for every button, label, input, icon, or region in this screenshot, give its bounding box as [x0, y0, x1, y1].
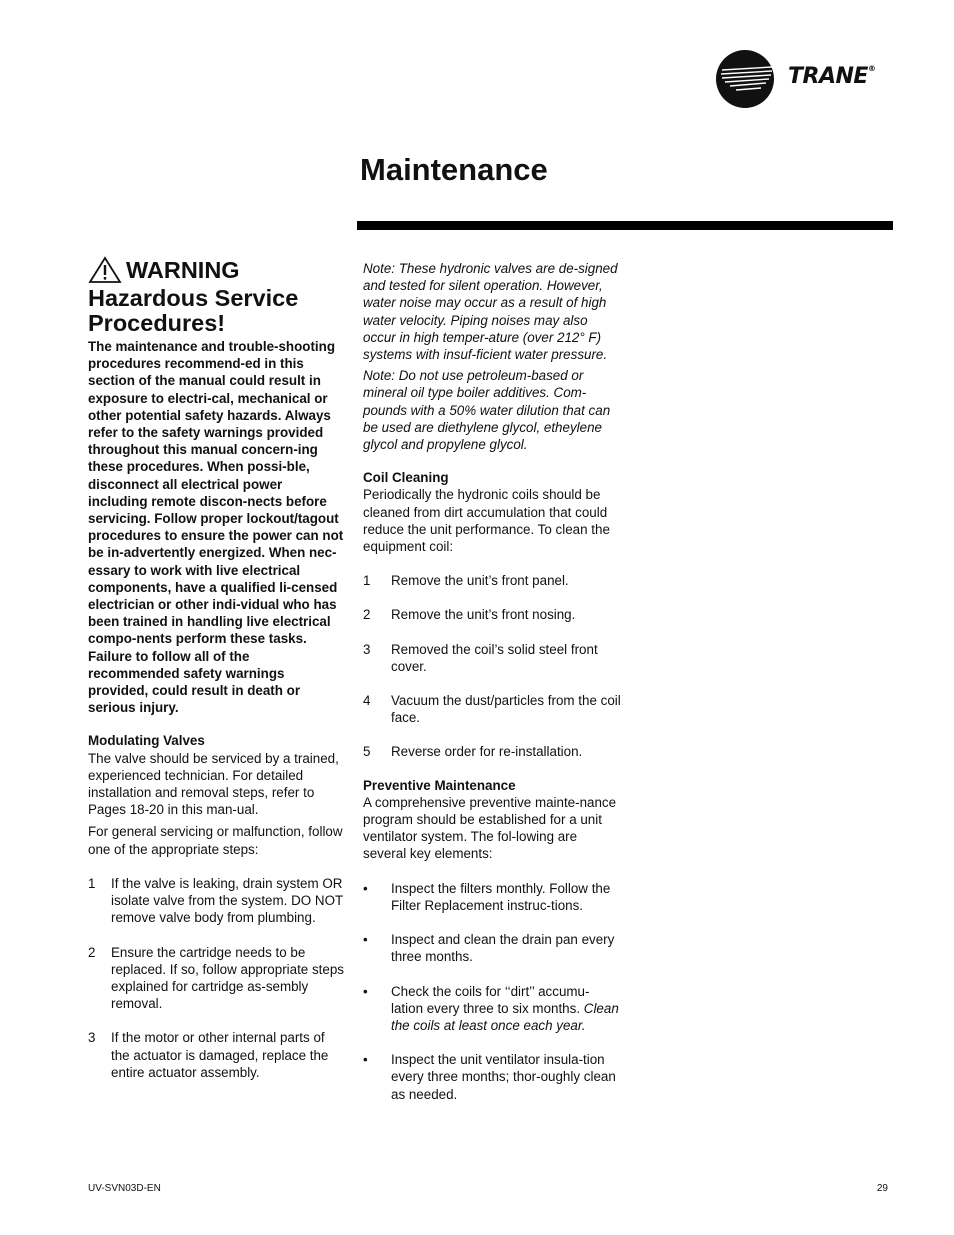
document-id: UV-SVN03D-EN — [88, 1183, 161, 1194]
note: Note: These hydronic valves are de-signed and tested for silent operation. However, water noise may occur as a result of high water velocity. Piping noises may also occur in high temper-ature (over 212° F) systems with insuf-ficient water pressure. — [363, 261, 618, 363]
warning-heading — [88, 256, 344, 284]
bullet-text: Inspect the filters monthly. Follow the Filter Replacement instruc-tions. — [391, 880, 611, 913]
preventive-maintenance-intro: A comprehensive preventive mainte-nance program should be established for a unit ventilator system. The fol-lowing are several key elements: — [363, 794, 617, 862]
bullet-emphasis: Clean the coils at least once each year. — [391, 1000, 619, 1033]
modulating-valves-paragraph: For general servicing or malfunction, follow one of the appropriate steps: — [88, 824, 343, 857]
trane-wordmark: TRANE® — [788, 64, 876, 89]
warning-body: The maintenance and trouble-shooting procedures recommend-ed in this section of the manual could result in exposure to electri-cal, mechanical or other potential safety hazards. Always refer to the safety warnings provided throughout this manual concern-ing these procedures. When possi-ble, disconnect all electrical power including remote discon-nects before servicing. Follow proper lockout/tagout procedures to ensure the power can not be in-advertently energized. When nec-essary to work with live electrical components, have a qualified li-censed electrician or other indi-vidual who has been trained in handling live electrical compo-nents perform these tasks. Failure to follow all of the recommended safety warnings provided, could result in death or serious injury. — [88, 339, 344, 716]
bullet-icon: • — [363, 880, 368, 896]
list-item — [363, 1051, 621, 1103]
list-item — [363, 931, 621, 965]
step-text: Removed the coil’s solid steel front cover. — [391, 641, 598, 674]
step-number: 5 — [363, 744, 371, 760]
step-number: 3 — [363, 641, 371, 657]
page-number: 29 — [876, 1183, 888, 1194]
step-number: 2 — [363, 607, 371, 623]
list-item — [88, 944, 344, 1013]
list-item — [363, 606, 621, 623]
step-number: 1 — [88, 875, 96, 891]
middle-column — [363, 260, 621, 1120]
step-text: Remove the unit’s front panel. — [391, 573, 569, 589]
step-number: 2 — [88, 944, 96, 960]
step-text: If the valve is leaking, drain system OR isolate valve from the system. DO NOT remove valve body from plumbing. — [111, 875, 343, 926]
title-rule — [357, 221, 893, 230]
step-number: 1 — [363, 573, 371, 589]
warning-triangle-icon — [88, 256, 122, 284]
warning-title: Hazardous Service Procedures! — [88, 285, 299, 336]
list-item — [363, 880, 621, 914]
warning-label: WARNING — [126, 257, 240, 283]
preventive-maintenance-heading: Preventive Maintenance — [363, 777, 516, 793]
step-number: 4 — [363, 693, 371, 709]
step-text: Remove the unit’s front nosing. — [391, 607, 576, 623]
left-column — [88, 256, 344, 1098]
list-item — [363, 692, 621, 726]
modulating-valves-paragraph: The valve should be serviced by a trained, experienced technician. For detailed installation and removal steps, refer to Pages 18-20 in this man-ual. — [88, 750, 339, 818]
trane-logo — [716, 50, 896, 110]
trane-logo-mark-icon — [716, 50, 774, 108]
page-title: Maintenance — [360, 152, 548, 187]
coil-steps-list — [363, 572, 621, 760]
coil-cleaning-intro: Periodically the hydronic coils should be cleaned from dirt accumulation that could reduce the unit performance. To clean the equipment coil: — [363, 487, 610, 555]
list-item — [363, 743, 621, 760]
step-number: 3 — [88, 1030, 96, 1046]
valve-steps-list — [88, 875, 344, 1081]
note: Note: Do not use petroleum-based or mineral oil type boiler additives. Com-pounds with a 50% water dilution that can be used are diethylene glycol, etheylene glycol and propylene glycol. — [363, 368, 611, 453]
step-text: Reverse order for re-installation. — [391, 744, 583, 760]
bullet-icon: • — [363, 1052, 368, 1068]
preventive-bullets-list — [363, 880, 621, 1103]
bullet-text: Inspect and clean the drain pan every three months. — [391, 932, 615, 965]
list-item — [363, 572, 621, 589]
bullet-icon: • — [363, 983, 368, 999]
modulating-valves-heading: Modulating Valves — [88, 733, 205, 749]
step-text: If the motor or other internal parts of the actuator is damaged, replace the entire actuator assembly. — [111, 1030, 329, 1080]
bullet-text: Check the coils for ‘‘dirt’’ accumu-lation every three to six months. — [391, 983, 590, 1016]
bullet-text: Inspect the unit ventilator insula-tion every three months; thor-oughly clean as needed. — [391, 1052, 616, 1102]
step-text: Ensure the cartridge needs to be replaced. If so, follow appropriate steps explained for cartridge as-sembly removal. — [111, 944, 344, 1012]
list-item — [363, 641, 621, 675]
step-text: Vacuum the dust/particles from the coil face. — [391, 693, 621, 726]
bullet-icon: • — [363, 932, 368, 948]
coil-cleaning-heading: Coil Cleaning — [363, 470, 449, 486]
list-item — [88, 875, 344, 927]
list-item — [88, 1029, 344, 1081]
list-item — [363, 983, 621, 1035]
